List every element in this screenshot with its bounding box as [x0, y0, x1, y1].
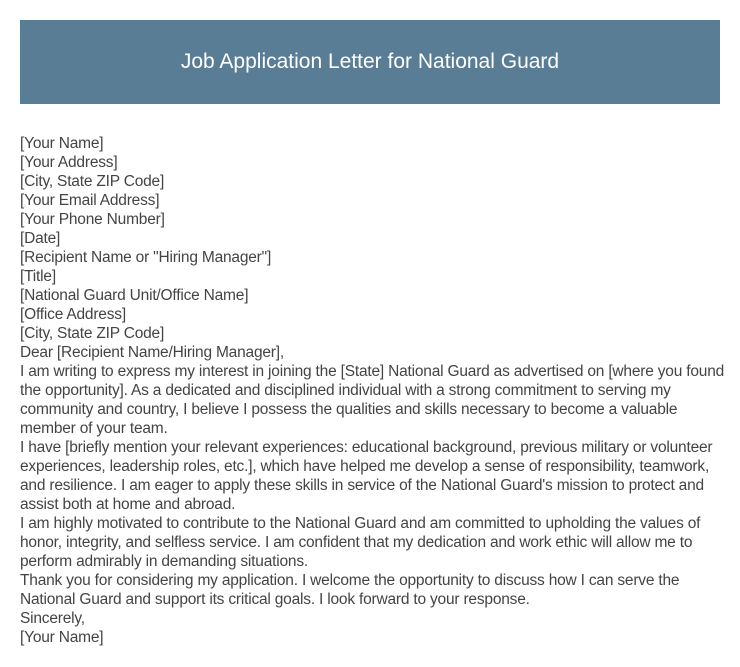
letter-body: [20, 134, 725, 647]
signature: [Your Name]: [20, 629, 104, 646]
paragraph: I am writing to express my interest in joining the [State] National Guard as advertised on [where you found the opportunity]. As a dedicated and disciplined individual with a strong commitment to serving my community and country, I believe I possess the qualities and skills necessary to become a valuable member of your team.: [20, 363, 725, 437]
letter-date: [Date]: [20, 230, 61, 247]
sender-phone: [Your Phone Number]: [20, 211, 165, 228]
sender-name: [Your Name]: [20, 135, 104, 152]
recipient-name: [Recipient Name or "Hiring Manager"]: [20, 249, 272, 266]
sender-email: [Your Email Address]: [20, 192, 160, 209]
page-header: [20, 20, 720, 104]
sender-address: [Your Address]: [20, 154, 118, 171]
paragraph: Thank you for considering my application. I welcome the opportunity to discuss how I can serve the National Guard and support its critical goals. I look forward to your response.: [20, 572, 680, 608]
recipient-city: [City, State ZIP Code]: [20, 325, 165, 342]
closing: Sincerely,: [20, 610, 85, 627]
sender-city: [City, State ZIP Code]: [20, 173, 165, 190]
recipient-office: [National Guard Unit/Office Name]: [20, 287, 249, 304]
salutation: Dear [Recipient Name/Hiring Manager],: [20, 344, 284, 361]
recipient-address: [Office Address]: [20, 306, 126, 323]
paragraph: I am highly motivated to contribute to the National Guard and am committed to upholding the values of honor, integrity, and selfless service. I am confident that my dedication and work ethic will allow me to perform admirably in demanding situations.: [20, 515, 701, 570]
paragraph: I have [briefly mention your relevant experiences: educational background, previous military or volunteer experiences, leadership roles, etc.], which have helped me develop a sense of responsibility, teamwork, and resilience. I am eager to apply these skills in service of the National Guard's mission to protect and assist both at home and abroad.: [20, 439, 713, 513]
page-title: Job Application Letter for National Guard: [180, 50, 560, 73]
recipient-title: [Title]: [20, 268, 56, 285]
